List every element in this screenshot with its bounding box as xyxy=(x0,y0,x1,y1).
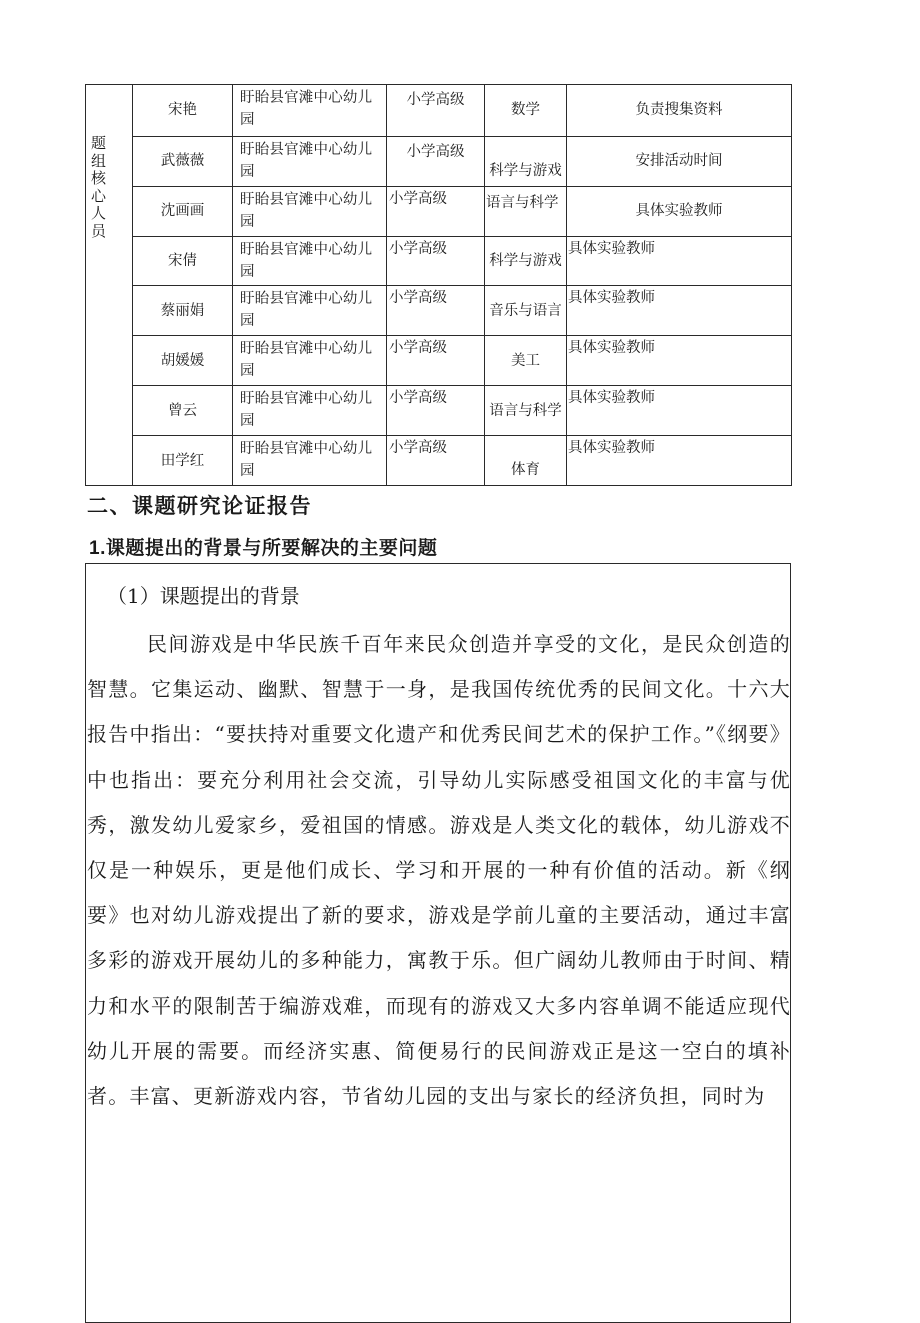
subsection-title xyxy=(89,533,437,560)
member-title: 小学高级 xyxy=(387,386,485,436)
group-label: 题组核心人员 xyxy=(91,134,107,240)
member-name: 蔡丽娟 xyxy=(133,286,233,336)
member-unit: 盱眙县官滩中心幼儿园 xyxy=(233,186,387,236)
member-role: 负责搜集资料 xyxy=(567,85,792,137)
member-role: 具体实验教师 xyxy=(567,436,792,486)
member-role: 具体实验教师 xyxy=(567,236,792,286)
table-row xyxy=(86,136,792,186)
background-paragraph: 民间游戏是中华民族千百年来民众创造并享受的文化，是民众创造的智慧。它集运动、幽默、智慧于一身，是我国传统优秀的民间文化。十六大报告中指出：“要扶持对重要文化遗产和优秀民间艺术的保护工作。”《纲要》中也指出：要充分利用社会交流，引导幼儿实际感受祖国文化的丰富与优秀，激发幼儿爱家乡，爱祖国的情感。游戏是人类文化的载体，幼儿游戏不仅是一种娱乐，更是他们成长、学习和开展的一种有价值的活动。新《纲要》也对幼儿游戏提出了新的要求，游戏是学前儿童的主要活动，通过丰富多彩的游戏开展幼儿的多种能力，寓教于乐。但广阔幼儿教师由于时间、精力和水平的限制苦于编游戏难，而现有的游戏又大多内容单调不能适应现代幼儿开展的需要。而经济实惠、简便易行的民间游戏正是这一空白的填补者。丰富、更新游戏内容，节省幼儿园的支出与家长的经济负担，同时为 xyxy=(87,632,791,1109)
member-subject: 音乐与语言 xyxy=(485,286,567,336)
member-title: 小学高级 xyxy=(387,336,485,386)
member-subject: 体育 xyxy=(485,436,567,486)
member-title: 小学高级 xyxy=(387,286,485,336)
member-name: 宋艳 xyxy=(133,85,233,137)
member-role: 具体实验教师 xyxy=(567,336,792,386)
member-subject: 科学与游戏 xyxy=(485,236,567,286)
group-label-cell xyxy=(86,85,133,486)
member-table xyxy=(85,84,792,486)
member-unit: 盱眙县官滩中心幼儿园 xyxy=(233,436,387,486)
member-role: 具体实验教师 xyxy=(567,286,792,336)
subsection-number: 1. xyxy=(89,538,106,559)
member-name: 田学红 xyxy=(133,436,233,486)
member-title: 小学高级 xyxy=(387,136,485,186)
member-name: 胡媛媛 xyxy=(133,336,233,386)
table-row xyxy=(86,386,792,436)
member-role: 具体实验教师 xyxy=(567,186,792,236)
table-row xyxy=(86,236,792,286)
member-role: 具体实验教师 xyxy=(567,386,792,436)
member-subject: 语言与科学 xyxy=(485,186,567,236)
subsection-text: 课题提出的背景与所要解决的主要问题 xyxy=(105,537,438,559)
member-role: 安排活动时间 xyxy=(567,136,792,186)
member-unit: 盱眙县官滩中心幼儿园 xyxy=(233,136,387,186)
member-subject: 美工 xyxy=(485,336,567,386)
member-name: 武薇薇 xyxy=(133,136,233,186)
member-unit: 盱眙县官滩中心幼儿园 xyxy=(233,386,387,436)
member-name: 宋倩 xyxy=(133,236,233,286)
member-title: 小学高级 xyxy=(387,186,485,236)
background-heading: （1）课题提出的背景 xyxy=(107,584,300,608)
member-title: 小学高级 xyxy=(387,236,485,286)
background-box xyxy=(85,563,791,1323)
member-unit: 盱眙县官滩中心幼儿园 xyxy=(233,236,387,286)
table-row xyxy=(86,336,792,386)
member-subject: 数学 xyxy=(485,85,567,137)
member-subject: 语言与科学 xyxy=(485,386,567,436)
table-row xyxy=(86,186,792,236)
member-subject: 科学与游戏 xyxy=(485,136,567,186)
section-title: 二、课题研究论证报告 xyxy=(87,493,312,518)
member-unit: 盱眙县官滩中心幼儿园 xyxy=(233,85,387,137)
member-unit: 盱眙县官滩中心幼儿园 xyxy=(233,286,387,336)
table-row xyxy=(86,286,792,336)
member-title: 小学高级 xyxy=(387,85,485,137)
member-title: 小学高级 xyxy=(387,436,485,486)
table-row xyxy=(86,85,792,137)
member-name: 曾云 xyxy=(133,386,233,436)
member-unit: 盱眙县官滩中心幼儿园 xyxy=(233,336,387,386)
member-name: 沈画画 xyxy=(133,186,233,236)
table-row xyxy=(86,436,792,486)
